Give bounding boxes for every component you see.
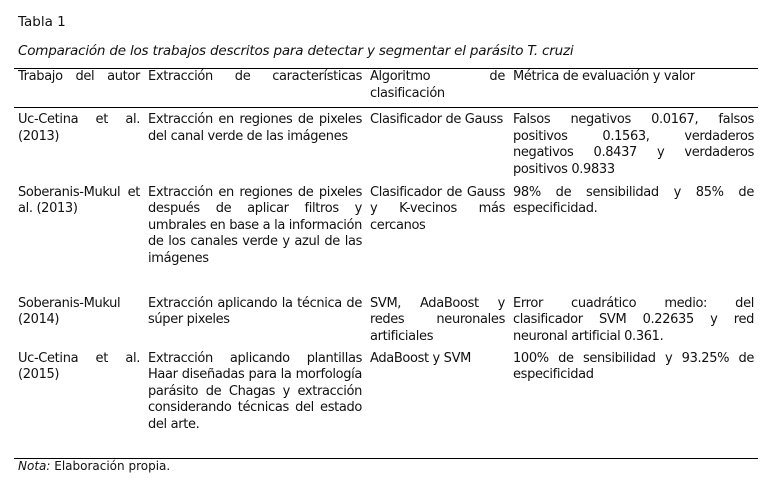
header-cell: Algoritmo de clasificación <box>370 69 505 101</box>
table-cell: Extracción aplicando la técnica de súper pixeles <box>148 295 362 327</box>
table-cell: Extracción en regiones de pixeles después de aplicar filtros y umbrales en base a la información de los canales verde y azul de las imágenes <box>148 184 362 266</box>
table-row <box>14 296 758 351</box>
table-cell: 100% de sensibilidad y 93.25% de especificidad <box>513 350 754 382</box>
table-cell: Extracción aplicando plantillas Haar diseñadas para la morfología parásito de Chagas y extracción considerando técnicas del estado del arte. <box>148 350 362 432</box>
table-cell: AdaBoost y SVM <box>370 350 471 366</box>
header-cell: Métrica de evaluación y valor <box>513 69 695 84</box>
table-cell: Clasificador de Gauss y K-vecinos más cercanos <box>370 184 505 233</box>
table-cell: Clasificador de Gauss <box>370 112 503 127</box>
table-caption: Comparación de los trabajos descritos para detectar y segmentar el parásito T. cruzi <box>18 43 574 59</box>
table-cell: Error cuadrático medio: del clasificador SVM 0.22635 y red neuronal artificial 0.361. <box>513 295 754 344</box>
note-text: Elaboración propia. <box>50 459 171 473</box>
table-note <box>18 459 170 473</box>
table-title: Tabla 1 <box>18 14 66 30</box>
comparison-table <box>14 68 758 459</box>
table-row <box>14 351 758 459</box>
table-cell: Uc-Cetina et al. (2015) <box>18 350 140 382</box>
table-cell: Extracción en regiones de pixeles del canal verde de las imágenes <box>148 112 362 144</box>
table-cell: Uc-Cetina et al. (2013) <box>18 112 140 144</box>
table-cell: Soberanis-Mukul (2014) <box>18 295 121 327</box>
table-cell: 98% de sensibilidad y 85% de especificidad. <box>513 184 754 216</box>
table-row <box>14 108 758 185</box>
header-row <box>14 69 758 108</box>
table-cell: SVM, AdaBoost y redes neuronales artificiales <box>370 295 505 344</box>
header-cell: Extracción de características <box>148 69 362 84</box>
header-cell: Trabajo del autor <box>18 69 140 84</box>
note-label: Nota: <box>18 459 51 473</box>
table-cell: Soberanis-Mukul et al. (2013) <box>18 184 140 216</box>
table-row <box>14 185 758 296</box>
table-cell: Falsos negativos 0.0167, falsos positivos 0.1563, verdaderos negativos 0.8437 y verdaderos positivos 0.9833 <box>513 112 754 177</box>
